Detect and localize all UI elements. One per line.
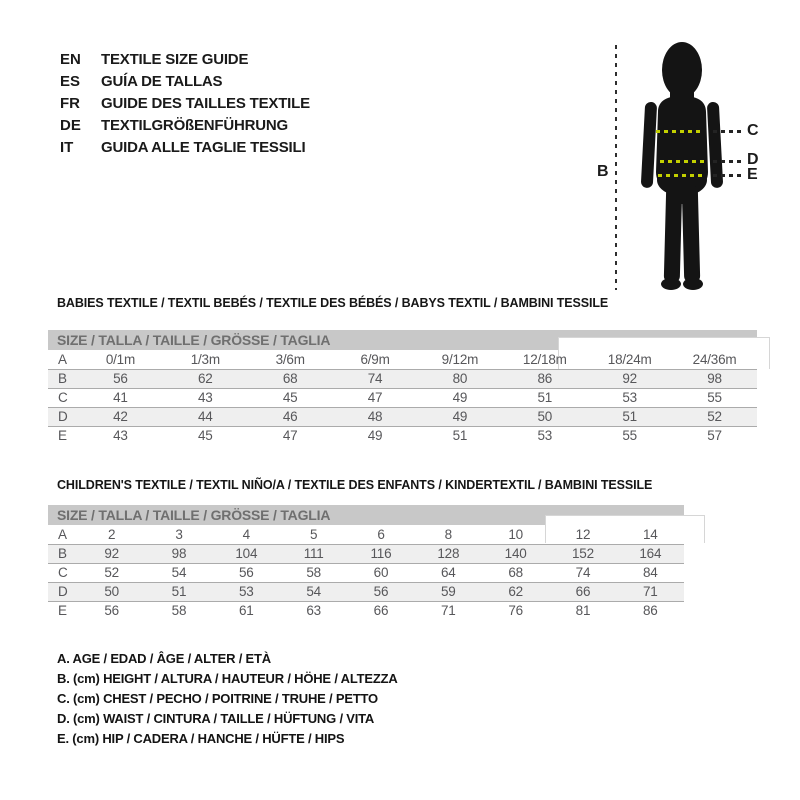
size-cell: 50	[78, 582, 145, 601]
size-cell: 57	[672, 426, 757, 445]
size-cell: 41	[78, 388, 163, 407]
size-cell: 44	[163, 407, 248, 426]
size-cell: 63	[280, 601, 347, 620]
language-label: TEXTILE SIZE GUIDE	[101, 50, 249, 68]
size-cell: 54	[145, 563, 212, 582]
size-cell: 51	[502, 388, 587, 407]
size-cell: 62	[163, 369, 248, 388]
row-label: A	[58, 351, 67, 367]
size-cell: 164	[617, 544, 684, 563]
size-cell: 61	[213, 601, 280, 620]
size-cell: 12/18m	[522, 351, 567, 367]
size-header-label: SIZE / TALLA / TAILLE / GRÖSSE / TAGLIA	[57, 332, 331, 348]
language-code: EN	[60, 50, 81, 68]
size-cell: 5	[309, 526, 318, 542]
size-cell: 12	[575, 526, 591, 542]
legend-item: D. (cm) WAIST / CINTURA / TAILLE / HÜFTUNG / VITA	[57, 711, 375, 726]
language-row	[60, 92, 310, 114]
waist-measure-dashes	[660, 160, 706, 163]
row-label: B	[48, 369, 78, 388]
children-size-table	[48, 505, 684, 620]
size-cell: 71	[617, 582, 684, 601]
size-cell: 98	[145, 544, 212, 563]
size-cell: 86	[502, 369, 587, 388]
size-cell: 56	[78, 601, 145, 620]
row-label: E	[48, 601, 78, 620]
size-cell: 49	[418, 407, 503, 426]
size-cell: 81	[549, 601, 616, 620]
size-cell: 18/24m	[607, 351, 652, 367]
legend-item: A. AGE / EDAD / ÂGE / ALTER / ETÀ	[57, 651, 271, 666]
size-cell: 76	[482, 601, 549, 620]
size-cell: 55	[672, 388, 757, 407]
size-cell: 74	[549, 563, 616, 582]
size-cell: 84	[617, 563, 684, 582]
table-row	[48, 407, 757, 426]
size-cell: 53	[213, 582, 280, 601]
hip-leader-dashes	[713, 174, 743, 177]
size-cell: 116	[347, 544, 414, 563]
row-label: B	[48, 544, 78, 563]
row-label: A	[58, 526, 67, 542]
language-code: ES	[60, 72, 81, 90]
table-row	[48, 563, 684, 582]
waist-leader-dashes	[713, 160, 743, 163]
size-cell: 80	[418, 369, 503, 388]
size-cell: 48	[333, 407, 418, 426]
figure-height-label: B	[597, 163, 609, 180]
size-cell: 59	[415, 582, 482, 601]
size-header-row	[48, 505, 684, 525]
size-cell: 68	[482, 563, 549, 582]
size-cell: 0/1m	[105, 351, 136, 367]
size-cell: 51	[145, 582, 212, 601]
size-cell: 98	[672, 369, 757, 388]
size-cell: 64	[415, 563, 482, 582]
language-row	[60, 114, 310, 136]
row-label: E	[48, 426, 78, 445]
size-cell: 42	[78, 407, 163, 426]
children-heading: CHILDREN'S TEXTILE / TEXTIL NIÑO/A / TEXTILE DES ENFANTS / KINDERTEXTIL / BAMBINI TESSILE	[57, 478, 653, 492]
size-cell: 3/6m	[275, 351, 305, 367]
babies-size-table	[48, 330, 757, 445]
size-cell: 56	[78, 369, 163, 388]
size-cell: 43	[163, 388, 248, 407]
size-cell: 86	[617, 601, 684, 620]
table-row	[48, 601, 684, 620]
size-cell: 66	[549, 582, 616, 601]
language-label: GUÍA DE TALLAS	[101, 72, 223, 90]
size-cell: 6	[377, 526, 385, 542]
size-cell: 50	[502, 407, 587, 426]
figure-hip-label: E	[747, 166, 758, 183]
size-cell: 8	[444, 526, 452, 542]
size-cell: 58	[280, 563, 347, 582]
chest-leader-dashes	[713, 130, 743, 133]
size-cell: 47	[248, 426, 333, 445]
language-label: TEXTILGRÖßENFÜHRUNG	[101, 116, 289, 134]
size-cell: 14	[643, 526, 658, 542]
size-header-row	[48, 330, 757, 350]
size-cell: 92	[587, 369, 672, 388]
babies-heading: BABIES TEXTILE / TEXTIL BEBÉS / TEXTILE DES BÉBÉS / BABYS TEXTIL / BAMBINI TESSILE	[57, 296, 609, 310]
row-label: D	[48, 582, 78, 601]
size-cell: 62	[482, 582, 549, 601]
size-cell: 47	[333, 388, 418, 407]
size-cell: 2	[108, 526, 116, 542]
table-row	[48, 426, 757, 445]
size-cell: 104	[213, 544, 280, 563]
table-row	[48, 369, 757, 388]
size-cell: 56	[347, 582, 414, 601]
size-header-label: SIZE / TALLA / TAILLE / GRÖSSE / TAGLIA	[57, 507, 331, 523]
size-cell: 3	[175, 526, 183, 542]
table-row	[48, 525, 684, 544]
size-cell: 4	[242, 526, 250, 542]
size-cell: 51	[587, 407, 672, 426]
language-label: GUIDA ALLE TAGLIE TESSILI	[101, 138, 306, 156]
row-label: C	[48, 388, 78, 407]
size-cell: 54	[280, 582, 347, 601]
size-cell: 52	[672, 407, 757, 426]
size-cell: 49	[418, 388, 503, 407]
table-row	[48, 544, 684, 563]
legend-item: B. (cm) HEIGHT / ALTURA / HAUTEUR / HÖHE / ALTEZZA	[57, 671, 398, 686]
size-cell: 1/3m	[190, 351, 220, 367]
size-cell: 140	[482, 544, 549, 563]
language-row	[60, 48, 310, 70]
size-cell: 152	[549, 544, 616, 563]
language-row	[60, 70, 310, 92]
size-cell: 45	[248, 388, 333, 407]
size-cell: 53	[502, 426, 587, 445]
size-cell: 74	[333, 369, 418, 388]
size-cell: 9/12m	[441, 351, 479, 367]
size-cell: 68	[248, 369, 333, 388]
hip-measure-dashes	[658, 174, 705, 177]
figure-waist-label: D	[747, 151, 759, 168]
language-code: IT	[60, 138, 74, 156]
language-label: GUIDE DES TAILLES TEXTILE	[101, 94, 310, 112]
chest-measure-dashes	[656, 130, 704, 133]
size-cell: 56	[213, 563, 280, 582]
babies-table	[48, 330, 757, 445]
size-cell: 92	[78, 544, 145, 563]
size-cell: 58	[145, 601, 212, 620]
height-measure-line	[615, 45, 617, 290]
size-cell: 49	[333, 426, 418, 445]
child-silhouette	[622, 40, 742, 295]
size-cell: 66	[347, 601, 414, 620]
language-code: FR	[60, 94, 80, 112]
row-label: C	[48, 563, 78, 582]
size-cell: 128	[415, 544, 482, 563]
size-cell: 53	[587, 388, 672, 407]
size-cell: 71	[415, 601, 482, 620]
legend-item: E. (cm) HIP / CADERA / HANCHE / HÜFTE / HIPS	[57, 731, 345, 746]
size-cell: 24/36m	[692, 351, 737, 367]
size-cell: 6/9m	[360, 351, 390, 367]
size-cell: 52	[78, 563, 145, 582]
table-row	[48, 388, 757, 407]
table-row	[48, 350, 757, 369]
language-code: DE	[60, 116, 81, 134]
size-cell: 43	[78, 426, 163, 445]
table-row	[48, 582, 684, 601]
size-cell: 51	[418, 426, 503, 445]
row-label: D	[48, 407, 78, 426]
size-cell: 111	[280, 544, 347, 563]
legend-item: C. (cm) CHEST / PECHO / POITRINE / TRUHE / PETTO	[57, 691, 378, 706]
figure-chest-label: C	[747, 122, 759, 139]
size-cell: 46	[248, 407, 333, 426]
children-table	[48, 505, 684, 620]
size-cell: 10	[508, 526, 523, 542]
size-cell: 60	[347, 563, 414, 582]
language-list	[60, 48, 310, 158]
measure-legend	[57, 651, 398, 751]
size-cell: 55	[587, 426, 672, 445]
size-cell: 45	[163, 426, 248, 445]
language-row	[60, 136, 310, 158]
